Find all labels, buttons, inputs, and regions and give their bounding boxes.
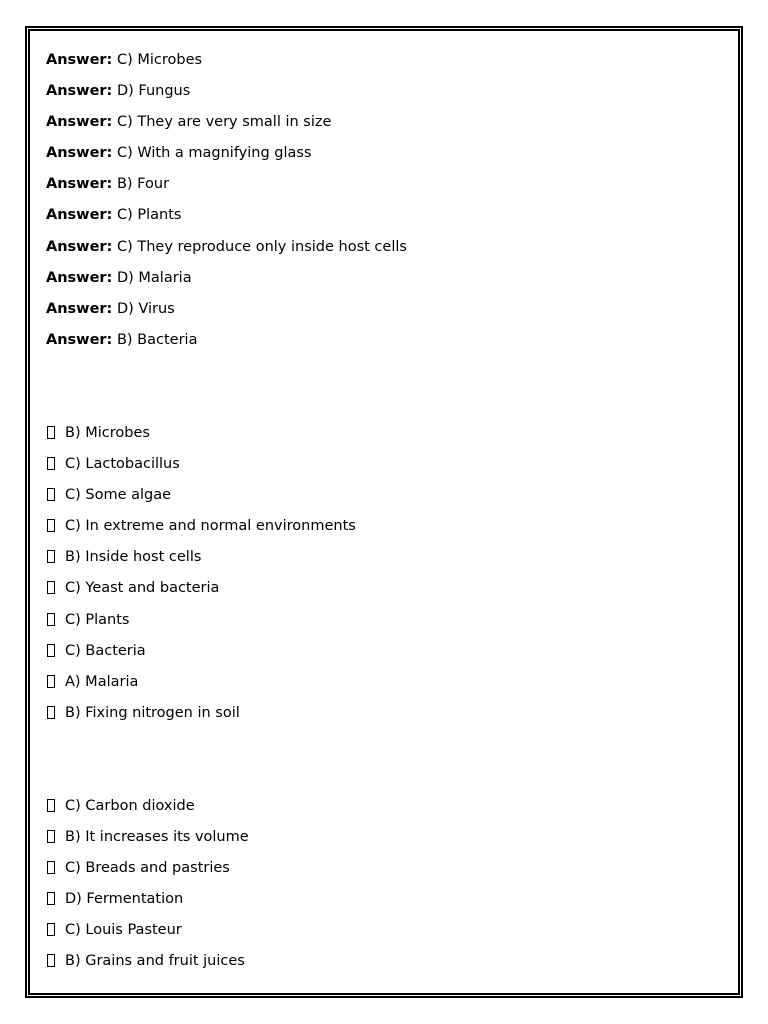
bullet-box-icon (47, 426, 55, 439)
answer-text: D) Virus (116, 300, 175, 317)
list-item (46, 884, 722, 915)
bullet-box-icon (47, 581, 55, 594)
list-item-text: A) Malaria (65, 673, 139, 690)
list-item-text: D) Fermentation (65, 891, 184, 908)
answer-text: D) Fungus (116, 83, 191, 100)
answer-text: C) They reproduce only inside host cells (116, 238, 407, 255)
answer-line (46, 45, 722, 76)
list-item (46, 573, 722, 604)
answer-text: B) Bacteria (116, 331, 198, 348)
bullet-box-icon (47, 706, 55, 719)
bullet-box-icon (47, 954, 55, 967)
answer-text: C) They are very small in size (116, 114, 332, 131)
list-item (46, 791, 722, 822)
list-item-text: C) Lactobacillus (65, 456, 180, 473)
answer-label: Answer: (46, 176, 113, 193)
bullet-box-icon (47, 923, 55, 936)
bullet-box-icon (47, 830, 55, 843)
list-item (46, 605, 722, 636)
list-item-text: C) Louis Pasteur (65, 922, 182, 939)
answer-line (46, 169, 722, 200)
list-item-text: C) Breads and pastries (65, 860, 230, 877)
answer-line (46, 232, 722, 263)
bullet-list-one (46, 418, 722, 729)
list-item (46, 480, 722, 511)
document-content (46, 45, 722, 977)
page-frame (25, 26, 743, 998)
list-item (46, 822, 722, 853)
answer-line (46, 294, 722, 325)
list-item-text: C) Some algae (65, 487, 172, 504)
section-gap (46, 729, 722, 791)
list-item (46, 511, 722, 542)
answer-label: Answer: (46, 238, 113, 255)
bullet-list-two (46, 791, 722, 978)
answer-line (46, 138, 722, 169)
answer-label: Answer: (46, 300, 113, 317)
list-item (46, 915, 722, 946)
bullet-box-icon (47, 519, 55, 532)
answer-text: C) With a magnifying glass (116, 145, 312, 162)
bullet-box-icon (47, 861, 55, 874)
bullet-box-icon (47, 675, 55, 688)
answer-label: Answer: (46, 331, 113, 348)
bullet-box-icon (47, 644, 55, 657)
answer-text: C) Microbes (116, 52, 203, 68)
list-item-text: C) Carbon dioxide (65, 797, 195, 814)
list-item-text: C) Yeast and bacteria (65, 580, 220, 597)
answer-line (46, 200, 722, 231)
answer-label: Answer: (46, 269, 113, 286)
list-item-text: B) Inside host cells (65, 549, 202, 566)
list-item-text: B) Grains and fruit juices (65, 953, 245, 970)
bullet-box-icon (47, 799, 55, 812)
answer-line (46, 107, 722, 138)
list-item-text: C) Bacteria (65, 642, 146, 659)
list-item-text: B) It increases its volume (65, 828, 249, 845)
answer-label: Answer: (46, 52, 113, 68)
bullet-box-icon (47, 488, 55, 501)
answer-label: Answer: (46, 145, 113, 162)
section-gap (46, 356, 722, 418)
answer-label: Answer: (46, 83, 113, 100)
list-item (46, 946, 722, 977)
list-item (46, 636, 722, 667)
list-item (46, 667, 722, 698)
list-item-text: B) Fixing nitrogen in soil (65, 704, 240, 721)
list-item (46, 698, 722, 729)
answer-line (46, 325, 722, 356)
answer-text: C) Plants (116, 207, 182, 224)
list-item-text: C) Plants (65, 611, 130, 628)
bullet-box-icon (47, 457, 55, 470)
answer-line (46, 263, 722, 294)
list-item-text: B) Microbes (65, 424, 150, 441)
list-item (46, 418, 722, 449)
answer-text: D) Malaria (116, 269, 192, 286)
list-item (46, 449, 722, 480)
bullet-box-icon (47, 892, 55, 905)
answer-line (46, 76, 722, 107)
answer-text: B) Four (116, 176, 170, 193)
bullet-box-icon (47, 613, 55, 626)
list-item (46, 542, 722, 573)
list-item (46, 853, 722, 884)
answers-section (46, 45, 722, 356)
answer-label: Answer: (46, 207, 113, 224)
bullet-box-icon (47, 550, 55, 563)
answer-label: Answer: (46, 114, 113, 131)
list-item-text: C) In extreme and normal environments (65, 518, 356, 535)
